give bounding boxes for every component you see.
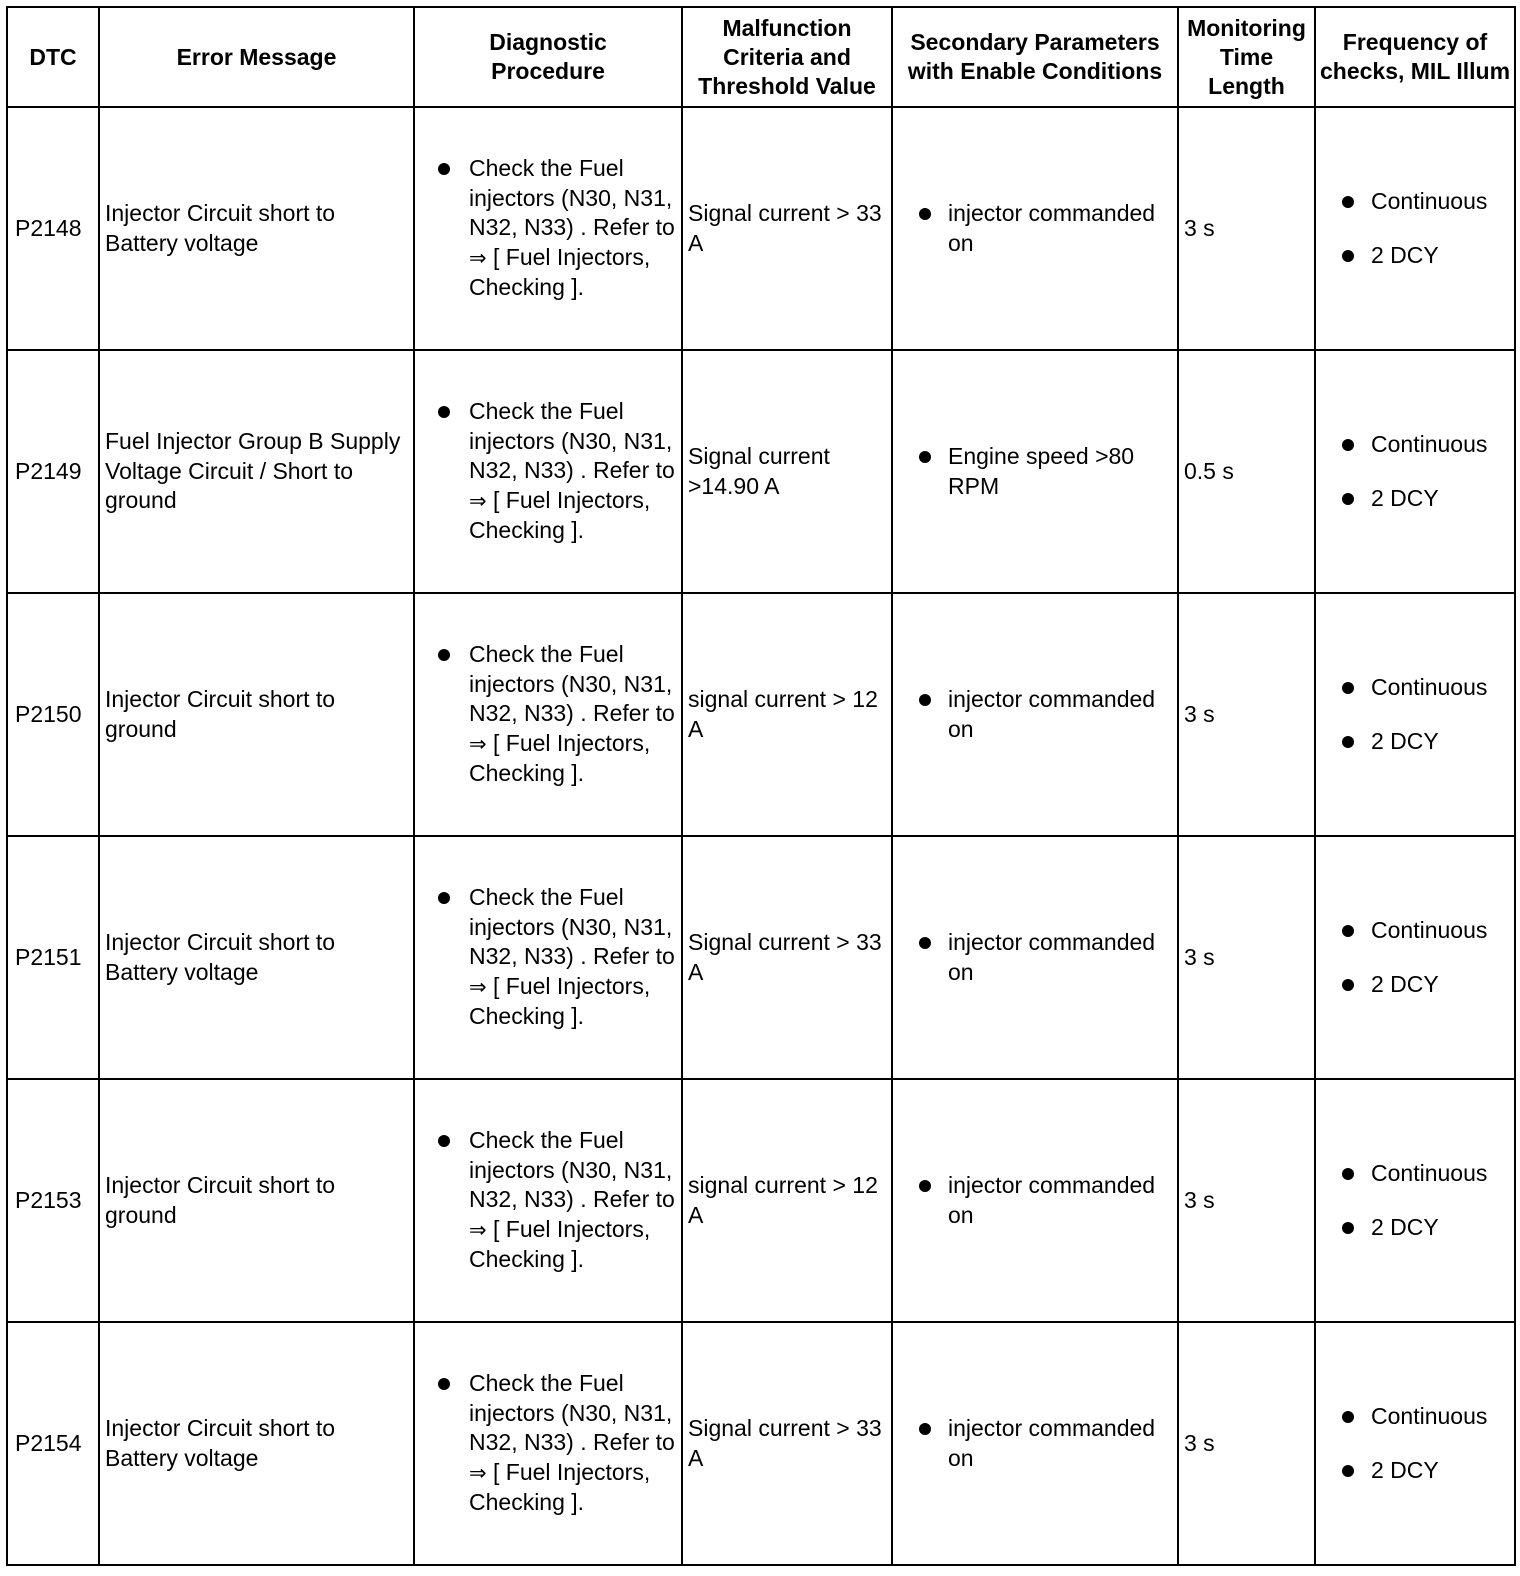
dtc-code: P2149	[7, 350, 99, 593]
diagnostic-procedure-cell	[414, 836, 682, 1079]
frequency-text: 2 DCY	[1371, 728, 1439, 754]
bullet-icon	[919, 1180, 931, 1192]
bullet-icon	[1342, 979, 1354, 991]
frequency-text: Continuous	[1371, 673, 1488, 700]
right-double-arrow-icon: ⇒	[469, 488, 487, 513]
frequency-cell	[1315, 836, 1515, 1079]
bullet-icon	[438, 649, 450, 661]
bullet-icon	[1342, 1465, 1354, 1477]
frequency-item	[1321, 1402, 1510, 1432]
table-body	[7, 107, 1515, 1565]
table-row	[7, 1322, 1515, 1565]
frequency-item	[1321, 916, 1510, 946]
procedure-link-text: [ Fuel Injectors, Checking ].	[469, 1215, 651, 1273]
bullet-icon	[438, 892, 450, 904]
procedure-item	[420, 154, 677, 303]
monitoring-time: 3 s	[1178, 107, 1315, 350]
frequency-text: 2 DCY	[1371, 1457, 1439, 1483]
dtc-code: P2148	[7, 107, 99, 350]
frequency-cell	[1315, 1079, 1515, 1322]
secondary-parameters-list	[898, 442, 1173, 501]
frequency-text: Continuous	[1371, 430, 1488, 457]
secondary-parameter-item	[898, 1171, 1173, 1230]
bullet-icon	[1342, 1411, 1354, 1423]
frequency-item	[1321, 430, 1510, 460]
frequency-item	[1321, 1213, 1510, 1243]
table-row	[7, 593, 1515, 836]
secondary-parameter-text: Engine speed >80 RPM	[948, 443, 1135, 499]
table-row	[7, 107, 1515, 350]
frequency-cell	[1315, 1322, 1515, 1565]
frequency-text: 2 DCY	[1371, 971, 1439, 997]
procedure-item	[420, 397, 677, 546]
dtc-code: P2150	[7, 593, 99, 836]
frequency-list	[1321, 916, 1510, 1000]
table-row	[7, 1079, 1515, 1322]
bullet-icon	[1342, 1222, 1354, 1234]
bullet-icon	[919, 1423, 931, 1435]
column-header-error-message: Error Message	[99, 7, 414, 107]
monitoring-time: 0.5 s	[1178, 350, 1315, 593]
right-double-arrow-icon: ⇒	[469, 1460, 487, 1485]
procedure-text: Check the Fuel injectors (N30, N31, N32, N33) . Refer to	[469, 1127, 675, 1213]
bullet-icon	[1342, 250, 1354, 262]
frequency-cell	[1315, 350, 1515, 593]
malfunction-criteria: Signal current > 33 A	[682, 836, 892, 1079]
secondary-parameter-text: injector commanded on	[948, 200, 1156, 256]
monitoring-time: 3 s	[1178, 593, 1315, 836]
column-header-diagnostic-procedure: Diagnostic Procedure	[414, 7, 682, 107]
secondary-parameters-cell	[892, 350, 1178, 593]
dtc-code: P2153	[7, 1079, 99, 1322]
error-message: Injector Circuit short to ground	[99, 593, 414, 836]
frequency-list	[1321, 1159, 1510, 1243]
table-row	[7, 350, 1515, 593]
frequency-item	[1321, 1456, 1510, 1486]
monitoring-time: 3 s	[1178, 836, 1315, 1079]
malfunction-criteria: Signal current > 33 A	[682, 107, 892, 350]
column-header-dtc: DTC	[7, 7, 99, 107]
frequency-list	[1321, 673, 1510, 757]
secondary-parameter-text: injector commanded on	[948, 686, 1156, 742]
bullet-icon	[1342, 682, 1354, 694]
procedure-item	[420, 640, 677, 789]
table-row	[7, 836, 1515, 1079]
right-double-arrow-icon: ⇒	[469, 974, 487, 999]
error-message: Injector Circuit short to Battery voltage	[99, 836, 414, 1079]
procedure-text: Check the Fuel injectors (N30, N31, N32, N33) . Refer to	[469, 641, 675, 727]
bullet-icon	[438, 1378, 450, 1390]
frequency-list	[1321, 430, 1510, 514]
bullet-icon	[438, 1135, 450, 1147]
frequency-cell	[1315, 593, 1515, 836]
procedure-list	[420, 154, 677, 303]
secondary-parameters-list	[898, 1414, 1173, 1473]
procedure-text: Check the Fuel injectors (N30, N31, N32, N33) . Refer to	[469, 155, 675, 241]
secondary-parameter-item	[898, 928, 1173, 987]
malfunction-criteria: Signal current > 33 A	[682, 1322, 892, 1565]
dtc-code: P2154	[7, 1322, 99, 1565]
bullet-icon	[919, 208, 931, 220]
secondary-parameter-text: injector commanded on	[948, 929, 1156, 985]
header-row	[7, 7, 1515, 107]
secondary-parameters-cell	[892, 1322, 1178, 1565]
secondary-parameters-cell	[892, 107, 1178, 350]
frequency-item	[1321, 1159, 1510, 1189]
malfunction-criteria: signal current > 12 A	[682, 1079, 892, 1322]
malfunction-criteria: Signal current >14.90 A	[682, 350, 892, 593]
secondary-parameter-item	[898, 199, 1173, 258]
dtc-code: P2151	[7, 836, 99, 1079]
frequency-list	[1321, 1402, 1510, 1486]
bullet-icon	[438, 163, 450, 175]
bullet-icon	[1342, 736, 1354, 748]
frequency-item	[1321, 673, 1510, 703]
secondary-parameters-cell	[892, 836, 1178, 1079]
secondary-parameter-item	[898, 685, 1173, 744]
procedure-link-text: [ Fuel Injectors, Checking ].	[469, 972, 651, 1030]
frequency-item	[1321, 727, 1510, 757]
column-header-monitoring-time: Monitoring Time Length	[1178, 7, 1315, 107]
procedure-list	[420, 640, 677, 789]
dtc-table	[6, 6, 1516, 1566]
secondary-parameter-item	[898, 1414, 1173, 1473]
secondary-parameter-text: injector commanded on	[948, 1415, 1156, 1471]
diagnostic-procedure-cell	[414, 107, 682, 350]
diagnostic-procedure-cell	[414, 593, 682, 836]
column-header-secondary-parameters: Secondary Parameters with Enable Conditions	[892, 7, 1178, 107]
procedure-text: Check the Fuel injectors (N30, N31, N32, N33) . Refer to	[469, 884, 675, 970]
procedure-list	[420, 397, 677, 546]
column-header-frequency: Frequency of checks, MIL Illum	[1315, 7, 1515, 107]
procedure-text: Check the Fuel injectors (N30, N31, N32, N33) . Refer to	[469, 1370, 675, 1456]
diagnostic-procedure-cell	[414, 1322, 682, 1565]
error-message: Fuel Injector Group B Supply Voltage Circuit / Short to ground	[99, 350, 414, 593]
frequency-list	[1321, 187, 1510, 271]
bullet-icon	[1342, 925, 1354, 937]
procedure-link-text: [ Fuel Injectors, Checking ].	[469, 1458, 651, 1516]
secondary-parameters-cell	[892, 1079, 1178, 1322]
secondary-parameters-cell	[892, 593, 1178, 836]
frequency-text: Continuous	[1371, 187, 1488, 214]
bullet-icon	[1342, 1168, 1354, 1180]
secondary-parameter-item	[898, 442, 1173, 501]
bullet-icon	[438, 406, 450, 418]
malfunction-criteria: signal current > 12 A	[682, 593, 892, 836]
procedure-item	[420, 1126, 677, 1275]
frequency-text: 2 DCY	[1371, 242, 1439, 268]
diagnostic-procedure-cell	[414, 1079, 682, 1322]
monitoring-time: 3 s	[1178, 1079, 1315, 1322]
secondary-parameter-text: injector commanded on	[948, 1172, 1156, 1228]
frequency-text: Continuous	[1371, 1402, 1488, 1429]
bullet-icon	[1342, 493, 1354, 505]
right-double-arrow-icon: ⇒	[469, 245, 487, 270]
frequency-text: Continuous	[1371, 1159, 1488, 1186]
error-message: Injector Circuit short to Battery voltage	[99, 1322, 414, 1565]
secondary-parameters-list	[898, 928, 1173, 987]
column-header-malfunction-criteria: Malfunction Criteria and Threshold Value	[682, 7, 892, 107]
procedure-link-text: [ Fuel Injectors, Checking ].	[469, 729, 651, 787]
diagnostic-procedure-cell	[414, 350, 682, 593]
secondary-parameters-list	[898, 1171, 1173, 1230]
bullet-icon	[919, 694, 931, 706]
procedure-list	[420, 1126, 677, 1275]
procedure-list	[420, 883, 677, 1032]
frequency-text: 2 DCY	[1371, 485, 1439, 511]
error-message: Injector Circuit short to ground	[99, 1079, 414, 1322]
bullet-icon	[919, 937, 931, 949]
frequency-text: Continuous	[1371, 916, 1488, 943]
secondary-parameters-list	[898, 685, 1173, 744]
procedure-item	[420, 883, 677, 1032]
frequency-item	[1321, 484, 1510, 514]
procedure-list	[420, 1369, 677, 1518]
procedure-link-text: [ Fuel Injectors, Checking ].	[469, 486, 651, 544]
secondary-parameters-list	[898, 199, 1173, 258]
frequency-item	[1321, 970, 1510, 1000]
monitoring-time: 3 s	[1178, 1322, 1315, 1565]
procedure-item	[420, 1369, 677, 1518]
error-message: Injector Circuit short to Battery voltage	[99, 107, 414, 350]
frequency-cell	[1315, 107, 1515, 350]
bullet-icon	[1342, 439, 1354, 451]
procedure-text: Check the Fuel injectors (N30, N31, N32, N33) . Refer to	[469, 398, 675, 484]
bullet-icon	[919, 451, 931, 463]
frequency-text: 2 DCY	[1371, 1214, 1439, 1240]
frequency-item	[1321, 241, 1510, 271]
bullet-icon	[1342, 196, 1354, 208]
right-double-arrow-icon: ⇒	[469, 731, 487, 756]
procedure-link-text: [ Fuel Injectors, Checking ].	[469, 243, 651, 301]
frequency-item	[1321, 187, 1510, 217]
right-double-arrow-icon: ⇒	[469, 1217, 487, 1242]
